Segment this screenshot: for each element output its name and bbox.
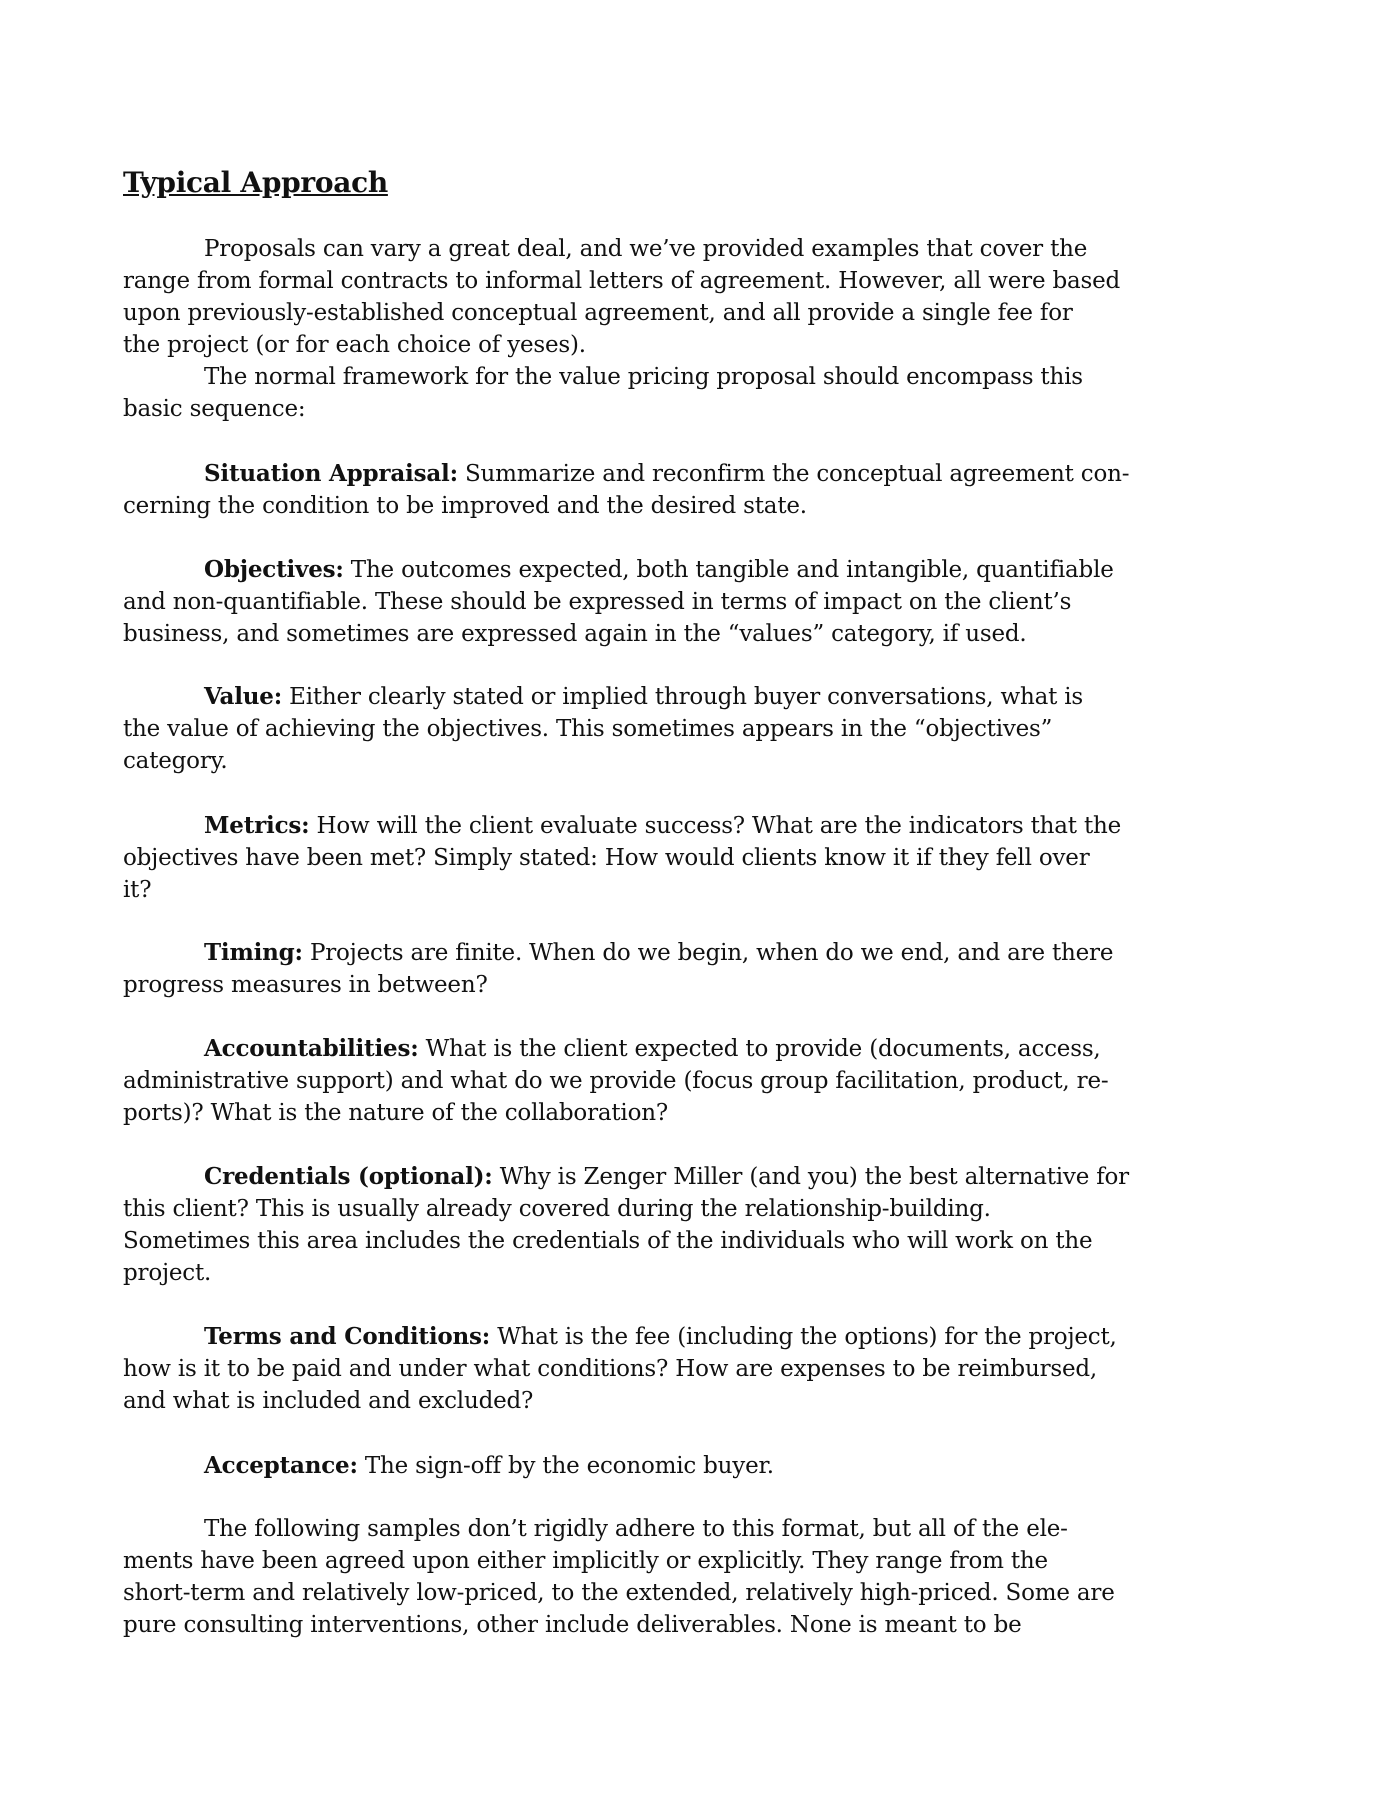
text-line: [123, 490, 1283, 522]
section-text: this client? This is usually already covered during the relationship-building.: [123, 1196, 991, 1222]
section-text: How will the client evaluate success? What are the indicators that the: [309, 813, 1122, 839]
section-label: Situation Appraisal:: [204, 460, 458, 487]
text-line: [123, 937, 1283, 969]
section-accountabilities: [123, 1033, 1283, 1129]
text-line: [123, 1161, 1283, 1193]
section-label: Credentials (optional):: [204, 1163, 493, 1190]
text-line: [123, 1385, 1283, 1417]
section-text: project.: [123, 1260, 212, 1286]
text-line: upon previously-established conceptual agreement, and all provide a single fee for: [123, 300, 1073, 326]
text-line: ments have been agreed upon either implicitly or explicitly. They range from the: [123, 1548, 1048, 1574]
section-text: and non-quantifiable. These should be expressed in terms of impact on the client’s: [123, 589, 1072, 615]
section-text: Either clearly stated or implied through buyer conversations, what is: [282, 684, 1083, 710]
text-line: [123, 842, 1283, 874]
text-line: [123, 874, 1283, 906]
section-text: how is it to be paid and under what conditions? How are expenses to be reimbursed,: [123, 1356, 1098, 1382]
section-label: Metrics:: [204, 812, 310, 839]
text-line: pure consulting interventions, other include deliverables. None is meant to be: [123, 1612, 1022, 1638]
section-label: Accountabilities:: [204, 1035, 419, 1062]
text-line: [123, 681, 1283, 713]
text-line: Proposals can vary a great deal, and we’ve provided examples that cover the: [204, 236, 1088, 262]
section-text: Sometimes this area includes the credentials of the individuals who will work on the: [123, 1228, 1093, 1254]
text-line: [123, 1321, 1283, 1353]
text-line: the project (or for each choice of yeses).: [123, 332, 586, 358]
intro-paragraph: [123, 233, 1283, 361]
section-objectives: [123, 554, 1283, 650]
section-text: The sign-off by the economic buyer.: [357, 1453, 774, 1479]
text-line: [123, 810, 1283, 842]
text-line: [123, 1257, 1283, 1289]
text-line: [123, 969, 1283, 1001]
text-line: [123, 1450, 1283, 1482]
page-heading: Typical Approach: [123, 166, 388, 199]
text-line: [123, 554, 1283, 586]
text-line: The following samples don’t rigidly adhere to this format, but all of the ele-: [204, 1516, 1068, 1542]
section-text: What is the fee (including the options) for the project,: [490, 1324, 1117, 1350]
text-line: range from formal contracts to informal letters of agreement. However, all were based: [123, 268, 1121, 294]
section-text: progress measures in between?: [123, 972, 488, 998]
text-line: [123, 1193, 1283, 1225]
section-timing: [123, 937, 1283, 1001]
section-text: Projects are finite. When do we begin, when do we end, and are there: [302, 940, 1114, 966]
text-line: The normal framework for the value pricing proposal should encompass this: [204, 364, 1083, 390]
section-label: Value:: [204, 683, 283, 710]
section-text: What is the client expected to provide (documents, access,: [418, 1036, 1101, 1062]
section-text: objectives have been met? Simply stated: How would clients know it if they fell over: [123, 845, 1090, 871]
text-line: [123, 1097, 1283, 1129]
section-value: [123, 681, 1283, 777]
section-situation-appraisal: [123, 458, 1283, 522]
closing-paragraph: [123, 1513, 1283, 1641]
section-metrics: [123, 810, 1283, 906]
section-text: it?: [123, 877, 152, 903]
text-line: [123, 1225, 1283, 1257]
section-terms-and-conditions: [123, 1321, 1283, 1417]
section-text: category.: [123, 748, 228, 774]
section-acceptance: [123, 1450, 1283, 1482]
text-line: [123, 458, 1283, 490]
section-text: business, and sometimes are expressed again in the “values” category, if used.: [123, 621, 1027, 647]
section-text: the value of achieving the objectives. This sometimes appears in the “objectives”: [123, 716, 1053, 742]
section-text: The outcomes expected, both tangible and intangible, quantifiable: [343, 557, 1114, 583]
text-line: basic sequence:: [123, 396, 306, 422]
section-label: Terms and Conditions:: [204, 1323, 491, 1350]
section-text: cerning the condition to be improved and the desired state.: [123, 493, 807, 519]
section-label: Timing:: [204, 939, 303, 966]
text-line: [123, 586, 1283, 618]
text-line: [123, 745, 1283, 777]
section-credentials-optional: [123, 1161, 1283, 1289]
text-line: [123, 1065, 1283, 1097]
section-label: Acceptance:: [204, 1452, 358, 1479]
section-text: administrative support) and what do we provide (focus group facilitation, product, re-: [123, 1068, 1109, 1094]
section-text: Why is Zenger Miller (and you) the best alternative for: [492, 1164, 1129, 1190]
section-text: ports)? What is the nature of the collaboration?: [123, 1100, 668, 1126]
text-line: [123, 618, 1283, 650]
text-line: [123, 713, 1283, 745]
text-line: [123, 1353, 1283, 1385]
text-line: [123, 1033, 1283, 1065]
section-text: and what is included and excluded?: [123, 1388, 534, 1414]
text-line: short-term and relatively low-priced, to the extended, relatively high-priced. Some are: [123, 1580, 1115, 1606]
section-label: Objectives:: [204, 556, 344, 583]
section-text: Summarize and reconfirm the conceptual agreement con-: [457, 461, 1130, 487]
framework-paragraph: [123, 361, 1283, 425]
